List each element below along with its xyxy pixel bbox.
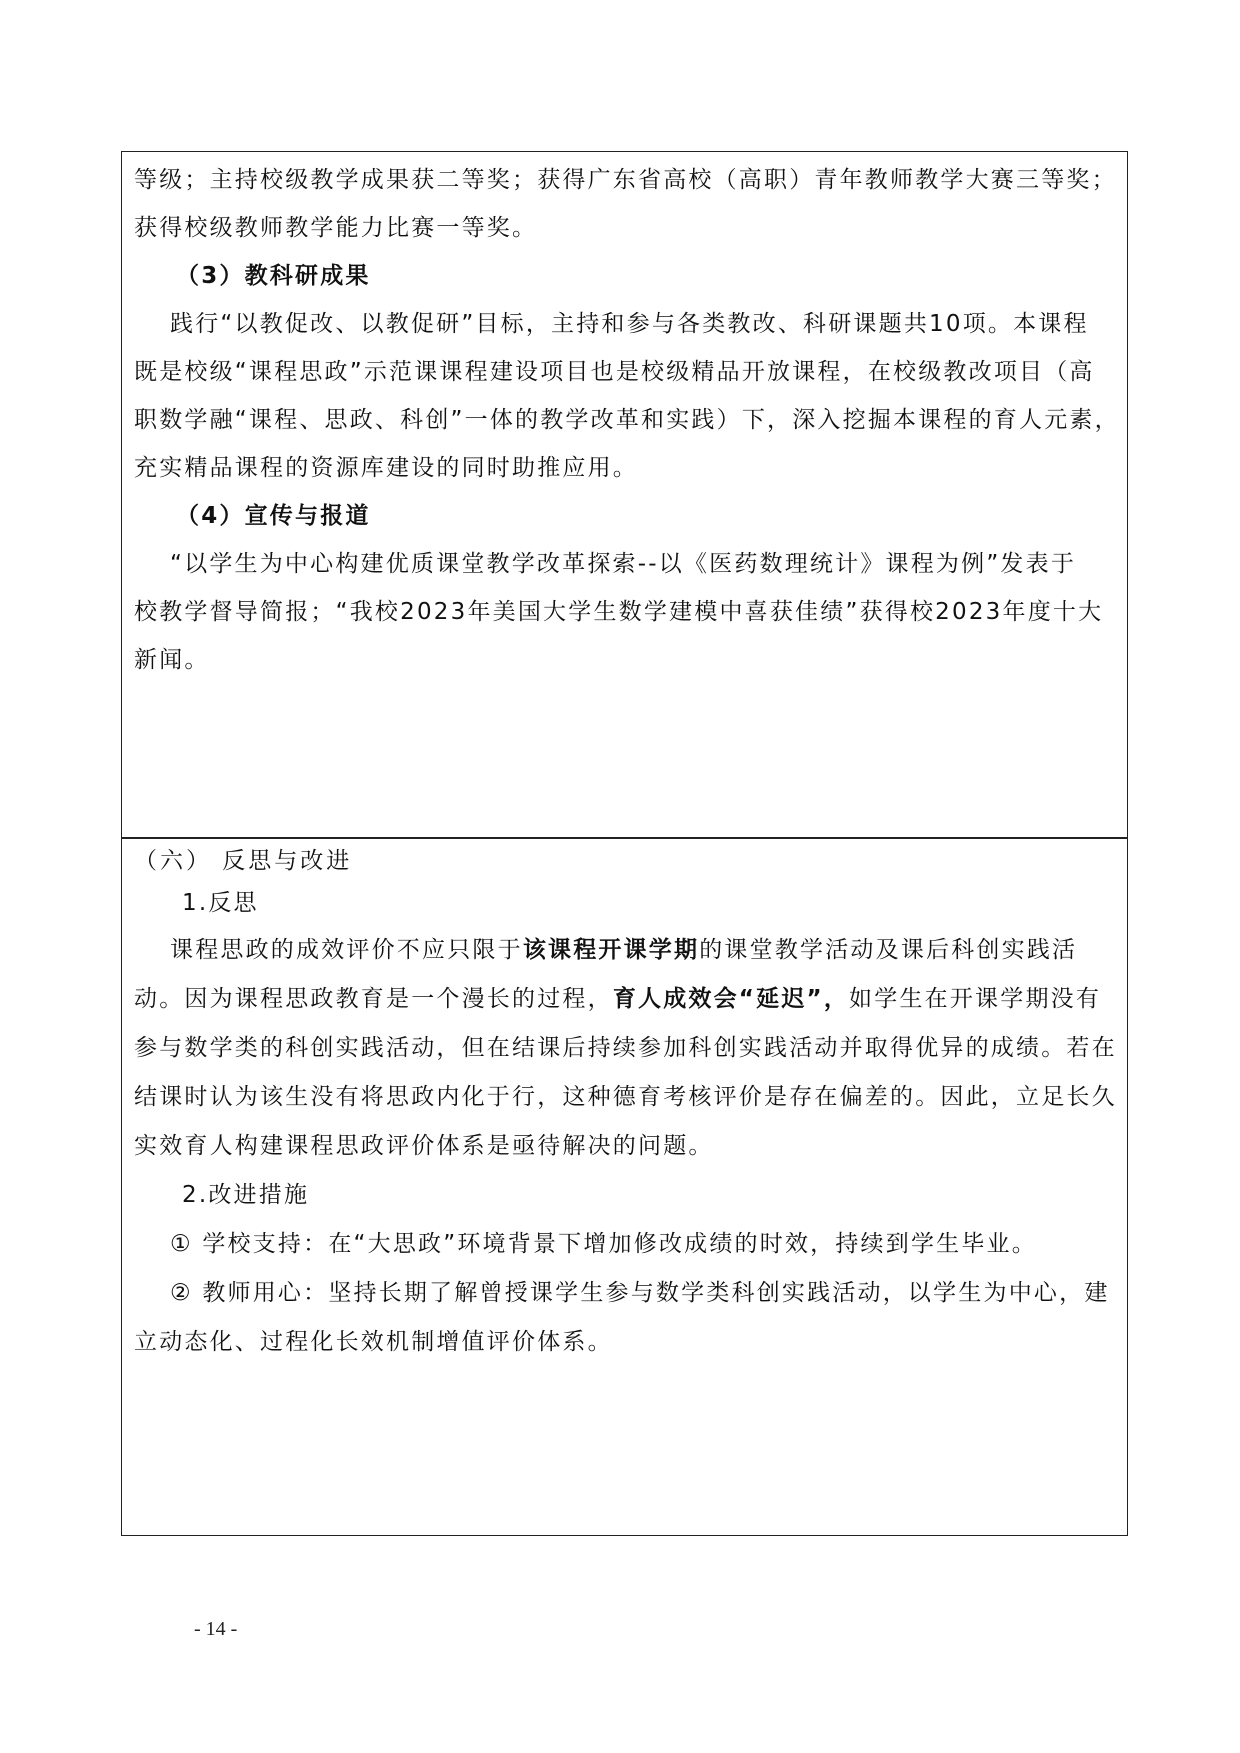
bold-text-run: 育人成效会“延迟”，	[612, 986, 850, 1012]
text-run: 如学生在开课学期没有	[849, 986, 1102, 1012]
text-run: 动。因为课程思政教育是一个漫长的过程，	[134, 986, 613, 1012]
paragraph-line: 等级；主持校级教学成果获二等奖；获得广东省高校（高职）青年教师教学大赛三等奖；	[134, 167, 1117, 193]
paragraph-line	[170, 935, 1115, 965]
bold-text-run: 该课程开课学期	[522, 937, 700, 963]
paragraph-line: “以学生为中心构建优质课堂教学改革探索--以《医药数理统计》课程为例”发表于	[170, 551, 1077, 577]
paragraph-line: 校教学督导简报；“我校2023年美国大学生数学建模中喜获佳绩”获得校2023年度十大	[134, 599, 1104, 625]
measure-item-2: ② 教师用心：坚持长期了解曾授课学生参与数学类科创实践活动，以学生为中心，建	[170, 1280, 1110, 1306]
paragraph-line: 参与数学类的科创实践活动，但在结课后持续参加科创实践活动并取得优异的成绩。若在	[134, 1035, 1117, 1061]
section-heading-4: （4）宣传与报道	[176, 503, 371, 529]
paragraph-line: 充实精品课程的资源库建设的同时助推应用。	[134, 455, 638, 481]
paragraph-line: 职数学融“课程、思政、科创”一体的教学改革和实践）下，深入挖掘本课程的育人元素，	[134, 407, 1120, 433]
top-table-cell	[121, 151, 1128, 839]
bottom-table-cell	[121, 837, 1128, 1536]
subheading-improvement: 2.改进措施	[182, 1182, 310, 1208]
paragraph-line	[134, 984, 1115, 1014]
paragraph-line: 实效育人构建课程思政评价体系是亟待解决的问题。	[134, 1133, 714, 1159]
section-heading-3: （3）教科研成果	[176, 263, 371, 289]
paragraph-line: 立动态化、过程化长效机制增值评价体系。	[134, 1329, 613, 1355]
page-number: - 14 -	[194, 1618, 238, 1640]
paragraph-line: 践行“以教促改、以教促研”目标，主持和参与各类教改、科研课题共10项。本课程	[170, 311, 1089, 337]
text-run: 的课堂教学活动及课后科创实践活	[699, 937, 1078, 963]
section-title: （六） 反思与改进	[134, 848, 353, 874]
text-run: 课程思政的成效评价不应只限于	[170, 937, 523, 963]
paragraph-line: 新闻。	[134, 647, 210, 673]
subheading-reflection: 1.反思	[182, 890, 259, 916]
paragraph-line: 既是校级“课程思政”示范课课程建设项目也是校级精品开放课程，在校级教改项目（高	[134, 359, 1095, 385]
paragraph-line: 获得校级教师教学能力比赛一等奖。	[134, 215, 538, 241]
paragraph-line: 结课时认为该生没有将思政内化于行，这种德育考核评价是存在偏差的。因此，立足长久	[134, 1084, 1117, 1110]
measure-item-1: ① 学校支持：在“大思政”环境背景下增加修改成绩的时效，持续到学生毕业。	[170, 1231, 1037, 1257]
